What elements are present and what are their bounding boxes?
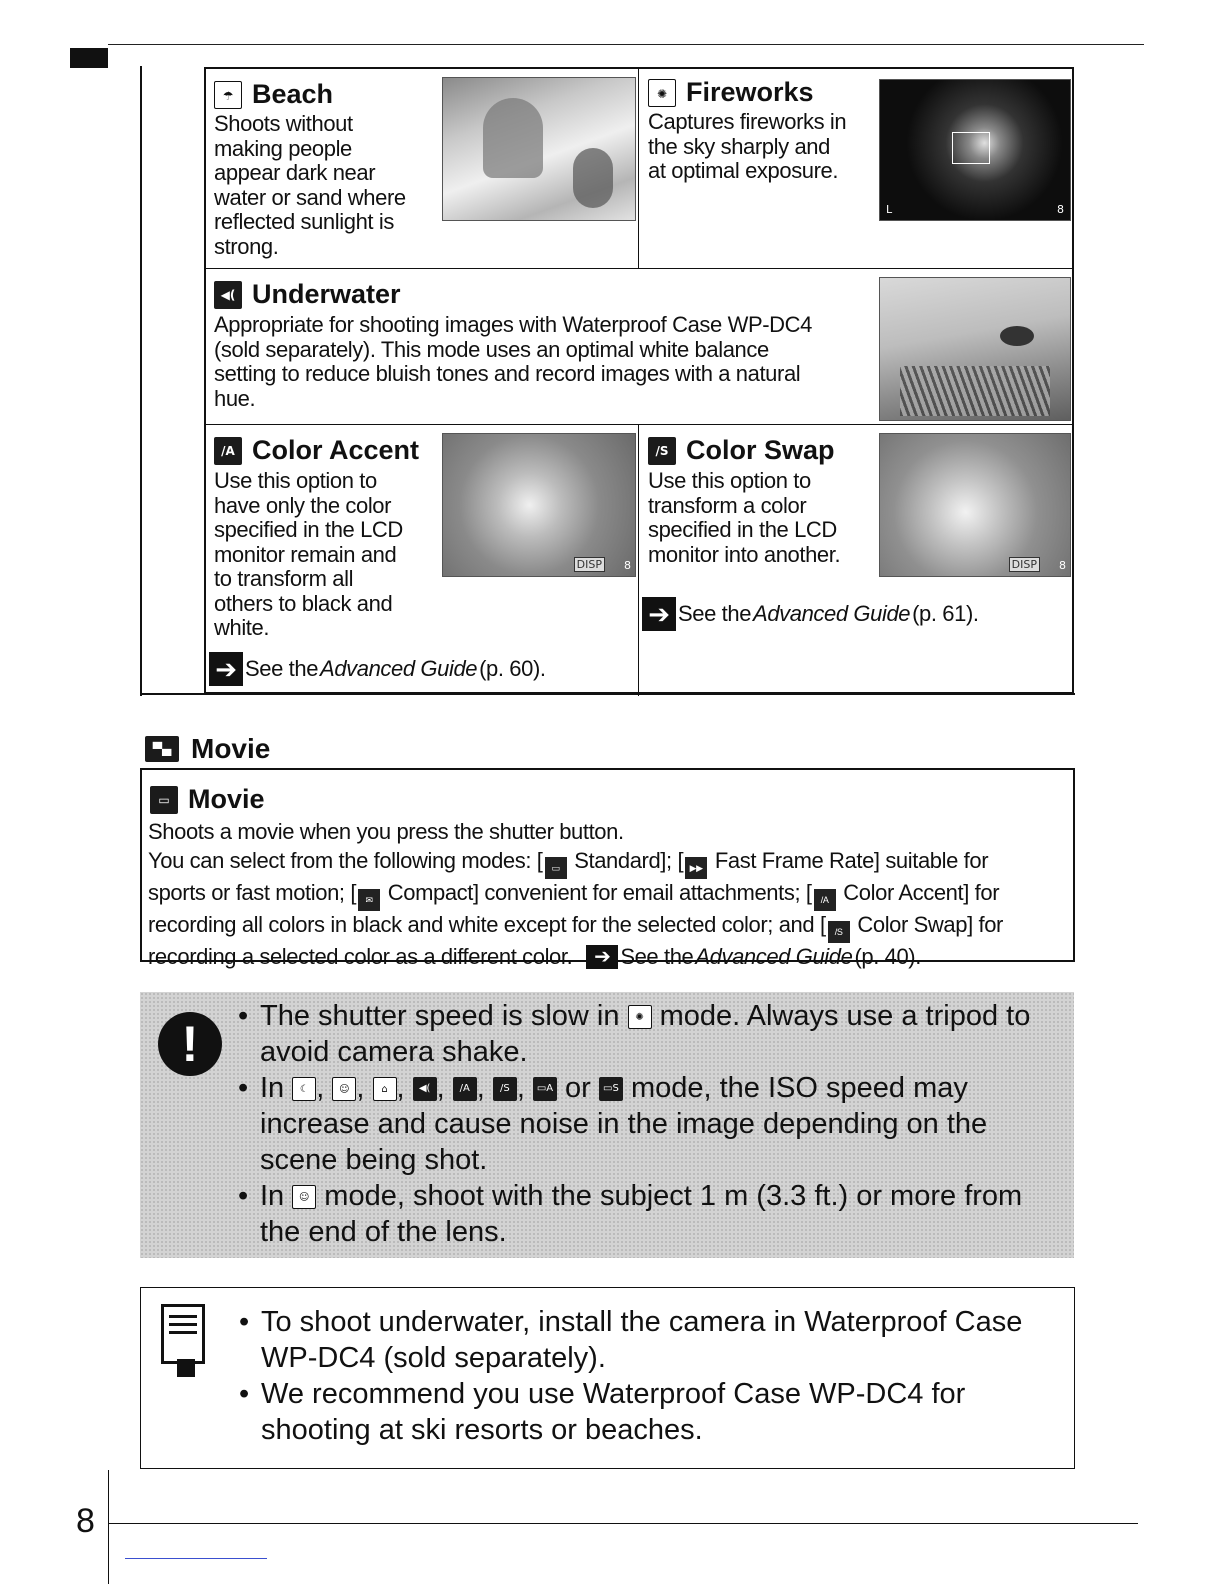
kids-pets-icon: ☺ xyxy=(292,1185,316,1209)
movie-color-accent-icon: ▭A xyxy=(533,1077,557,1101)
caution-bullets xyxy=(236,998,1056,1250)
ref-page: (p. 40). xyxy=(854,943,921,969)
color-accent-title-row xyxy=(214,435,419,466)
text-line: white. xyxy=(214,615,270,640)
underwater-cell xyxy=(214,279,874,411)
osd-count: 8 xyxy=(624,559,631,572)
movie-box xyxy=(140,768,1075,969)
text-line: Shoots a movie when you press the shutter button. xyxy=(148,819,624,844)
underwater-icon: ◀( xyxy=(214,281,242,309)
top-rule xyxy=(108,44,1144,45)
standard-mode-icon: ▭ xyxy=(545,857,567,879)
color-swap-icon: /S xyxy=(648,437,676,465)
text-line: (sold separately). This mode uses an optimal white balance xyxy=(214,336,769,362)
text-line xyxy=(148,911,1068,943)
note-bullet: • To shoot underwater, install the camera in Waterproof Case WP-DC4 (sold separately). xyxy=(237,1304,1057,1376)
color-swap-title-row xyxy=(648,435,840,466)
ref-guide-title: Advanced Guide xyxy=(695,943,853,969)
fireworks-title: Fireworks xyxy=(686,77,814,107)
caution-box xyxy=(140,992,1074,1258)
table-bottom-rule xyxy=(140,693,1075,695)
fireworks-cell xyxy=(648,77,846,184)
indoor-icon: ⌂ xyxy=(373,1077,397,1101)
table-row-divider xyxy=(206,268,1072,269)
ref-prefix: See the xyxy=(245,656,319,681)
note-box xyxy=(140,1287,1075,1469)
page-number: 8 xyxy=(76,1502,95,1540)
underwater-title: Underwater xyxy=(252,279,401,309)
text-span: recording a selected color as a different color. xyxy=(148,943,573,969)
text-line: to transform all xyxy=(214,566,354,591)
color-accent-reference[interactable] xyxy=(209,652,546,686)
underwater-description xyxy=(214,313,874,411)
text-line: specified in the LCD xyxy=(214,517,403,542)
ref-page: (p. 61). xyxy=(912,601,979,626)
fireworks-icon: ✺ xyxy=(628,1005,652,1029)
beach-title: Beach xyxy=(252,79,334,109)
night-snapshot-icon: ☾ xyxy=(292,1077,316,1101)
beach-photo xyxy=(442,77,636,221)
text-line: have only the color xyxy=(214,492,392,518)
link-underline xyxy=(125,1558,267,1559)
osd-disp: DISP xyxy=(1009,557,1040,572)
fireworks-icon: ✺ xyxy=(648,79,676,107)
text-line: Captures fireworks in xyxy=(648,109,847,134)
text-line: the sky sharply and xyxy=(648,133,830,159)
text-line: water or sand where xyxy=(214,184,406,210)
text-line: at optimal exposure. xyxy=(648,158,839,183)
beach-cell xyxy=(214,79,406,259)
af-frame xyxy=(952,132,990,164)
text-line: setting to reduce bluish tones and record images with a natural xyxy=(214,361,801,386)
color-swap-cell xyxy=(648,435,840,567)
caution-bullet: • In ☾ , ☺ , ⌂ , ◀( , /A , /S , ▭A or ▭S mode, the ISO speed may increase and cause noise in the image depending on the scene being shot. xyxy=(236,1070,1056,1178)
table-col-divider xyxy=(638,424,639,696)
ref-prefix: See the xyxy=(620,943,694,969)
note-bullets xyxy=(237,1304,1057,1448)
text-span: The shutter speed is slow in xyxy=(260,1000,628,1032)
text-line: Appropriate for shooting images with Waterproof Case WP-DC4 xyxy=(214,312,812,337)
color-swap-description xyxy=(648,469,840,567)
text-line: transform a color xyxy=(648,492,807,518)
arrow-right-icon: ➔ xyxy=(642,597,676,631)
text-line: specified in the LCD xyxy=(648,517,837,542)
text-span: mode, the ISO speed may increase and cause noise in the image depending on the scene being shot. xyxy=(260,1072,988,1176)
color-accent-photo xyxy=(442,433,636,577)
movie-camera-icon: ▀▄ xyxy=(145,736,179,762)
fireworks-photo xyxy=(879,79,1071,221)
text-span: You can select from the following modes: [ xyxy=(148,847,543,873)
movie-reference[interactable] xyxy=(586,943,921,972)
movie-standard-icon: ▭ xyxy=(150,786,178,814)
text-span: Fast Frame Rate] suitable for xyxy=(709,847,989,873)
color-swap-photo xyxy=(879,433,1071,577)
movie-box-title-row xyxy=(150,784,265,815)
table-row-divider xyxy=(206,424,1072,425)
ref-page: (p. 60). xyxy=(479,656,546,681)
text-line xyxy=(148,879,1068,911)
color-swap-movie-icon: /S xyxy=(828,921,850,943)
movie-color-swap-icon: ▭S xyxy=(599,1077,623,1101)
beach-icon: ☂ xyxy=(214,81,242,109)
left-margin-rule xyxy=(140,66,142,696)
color-swap-title: Color Swap xyxy=(686,435,835,465)
note-bullet: • We recommend you use Waterproof Case WP-DC4 for shooting at ski resorts or beaches. xyxy=(237,1376,1057,1448)
movie-heading-text: Movie xyxy=(191,733,271,764)
arrow-right-icon: ➔ xyxy=(209,652,243,686)
memo-tab xyxy=(177,1359,195,1377)
text-span: recording all colors in black and white except for the selected color; and [ xyxy=(148,911,826,937)
color-accent-cell xyxy=(214,435,419,641)
scene-mode-table xyxy=(204,67,1074,694)
text-line: Use this option to xyxy=(214,468,377,493)
footer-vertical-rule xyxy=(108,1470,109,1584)
text-line: others to black and xyxy=(214,590,393,616)
text-line: Shoots without xyxy=(214,111,353,136)
color-accent-movie-icon: /A xyxy=(814,889,836,911)
color-accent-icon: /A xyxy=(214,437,242,465)
table-col-divider xyxy=(638,69,639,268)
text-line xyxy=(148,847,1068,879)
beach-title-row xyxy=(214,79,406,110)
fireworks-description xyxy=(648,110,846,184)
underwater-icon: ◀( xyxy=(413,1077,437,1101)
text-span: Color Swap] for xyxy=(851,911,1003,937)
color-swap-reference[interactable] xyxy=(642,597,979,631)
text-line xyxy=(148,943,1068,972)
kids-pets-icon: ☺ xyxy=(332,1077,356,1101)
osd-size: L xyxy=(886,203,893,216)
underwater-title-row xyxy=(214,279,874,310)
text-line: Use this option to xyxy=(648,468,811,493)
fireworks-title-row xyxy=(648,77,846,108)
text-span: sports or fast motion; [ xyxy=(148,879,357,905)
color-accent-title: Color Accent xyxy=(252,435,420,465)
beach-description xyxy=(214,112,406,259)
ref-prefix: See the xyxy=(678,601,752,626)
movie-box-title: Movie xyxy=(188,784,265,814)
page-corner-marker xyxy=(70,48,108,68)
memo-icon xyxy=(161,1304,205,1364)
osd-disp: DISP xyxy=(574,557,605,572)
text-line: reflected sunlight is xyxy=(214,209,394,234)
text-line: making people xyxy=(214,135,352,161)
caution-bullet xyxy=(236,1178,1056,1250)
caution-bullet xyxy=(236,998,1056,1070)
movie-description xyxy=(148,818,1068,971)
color-accent-icon: /A xyxy=(453,1077,477,1101)
underwater-photo xyxy=(879,277,1071,421)
text-line: appear dark near xyxy=(214,160,376,185)
osd-count: 8 xyxy=(1059,559,1066,572)
text-span: mode. Always use a tripod to avoid camera shake. xyxy=(260,1000,1031,1068)
memo-line xyxy=(169,1315,197,1318)
text-span: Standard]; [ xyxy=(568,847,684,873)
text-line: monitor into another. xyxy=(648,541,841,567)
text-span: Compact] convenient for email attachments; [ xyxy=(382,879,812,905)
ref-guide-title: Advanced Guide xyxy=(320,656,478,681)
text-span: mode, shoot with the subject 1 m (3.3 ft.) or more from the end of the lens. xyxy=(260,1180,1023,1248)
text-span: In xyxy=(260,1180,293,1212)
caution-icon: ! xyxy=(158,1012,222,1076)
person-silhouette xyxy=(483,98,543,178)
color-swap-icon: /S xyxy=(493,1077,517,1101)
fast-frame-rate-icon: ▶▶ xyxy=(685,857,707,879)
coral-shape xyxy=(900,366,1050,416)
memo-line xyxy=(169,1331,197,1334)
text-line: strong. xyxy=(214,233,279,259)
text-span: In xyxy=(260,1072,293,1104)
ref-guide-title: Advanced Guide xyxy=(753,601,911,626)
compact-mode-icon: ✉ xyxy=(358,889,380,911)
text-line: hue. xyxy=(214,385,256,411)
footer-rule xyxy=(108,1523,1138,1524)
text-line: monitor remain and xyxy=(214,541,397,567)
color-accent-description xyxy=(214,469,419,641)
fish-shape xyxy=(1000,326,1034,346)
arrow-right-icon: ➔ xyxy=(586,945,618,969)
movie-section-heading xyxy=(145,733,270,765)
memo-line xyxy=(169,1323,197,1326)
text-span: or xyxy=(557,1072,599,1104)
osd-count: 8 xyxy=(1057,203,1064,216)
text-span: Color Accent] for xyxy=(837,879,1000,905)
person-silhouette xyxy=(573,148,613,208)
